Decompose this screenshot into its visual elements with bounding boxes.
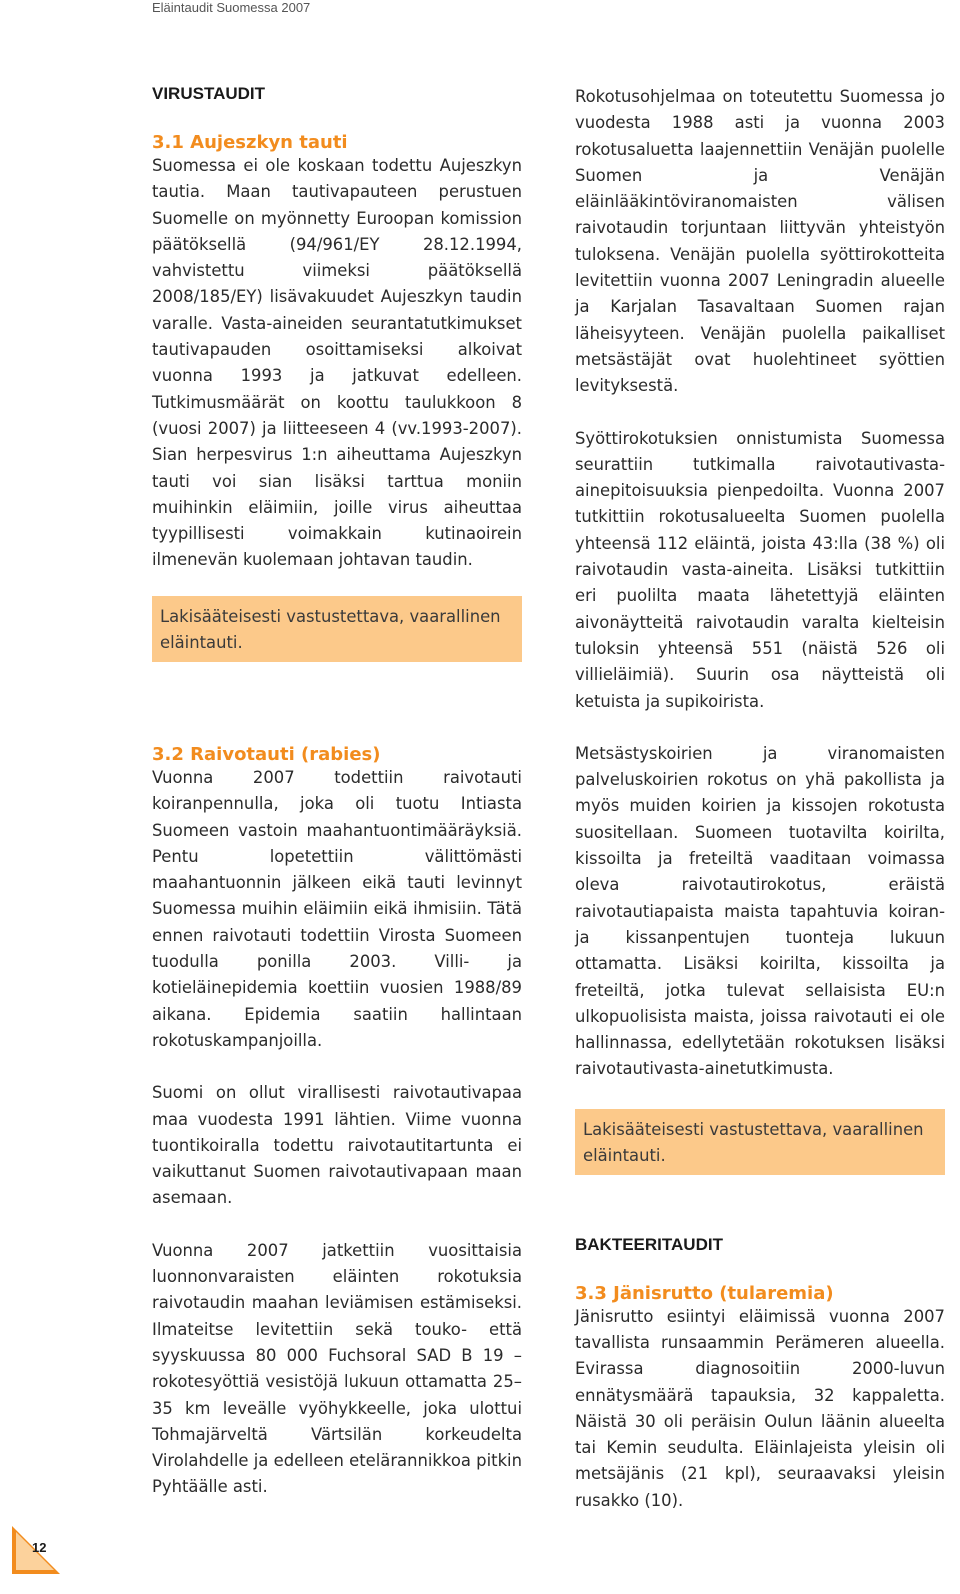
section-heading-virustaudit: VIRUSTAUDIT	[152, 84, 266, 103]
paragraph-aujeszky: Suomessa ei ole koskaan todettu Aujeszkyn tautia. Maan tautivapauteen perustuen Suomelle on myönnetty Euroopan komission päätöksellä (94/961/EY 28.12.1994, vahvistettu viimeksi päätöksellä 2008/185/EY) lisävakuudet Aujeszkyn taudin varalle. Vasta-aineiden seurantatutkimukset tautivapauden osoittamiseksi alkoivat vuonna 1993 ja jatkuvat edelleen. Tutkimusmäärät on koottu taulukkoon 8 (vuosi 2007) ja liitteeseen 4 (vv.1993-2007). Sian herpesvirus 1:n aiheuttama Aujeszkyn tauti voi sian lisäksi tarttua moniin muihinkin eläimiin, joille virus aiheuttaa tyypillisesti voimakkain kutinaoirein ilmenevän kuolemaan johtavan taudin.	[152, 156, 522, 570]
paragraph-tularemia: Jänisrutto esiintyi eläimissä vuonna 2007 tavallista runsaammin Perämeren alueella. Evirassa diagnosoitiin 2000-luvun ennätysmäärä tapauksia, 32 kappaletta. Näistä 30 oli peräisin Oulun läänin alueelta tai Kemin seudulta. Eläinlajeista yleisin oli metsäjänis (21 kpl), seuraavaksi yleisin rusakko (10).	[575, 1306, 945, 1510]
page-number-corner	[12, 1526, 60, 1574]
paragraph-rabies-2: Suomi on ollut virallisesti raivotautivapaa maa vuodesta 1991 lähtien. Viime vuonna tuontikoiralla todettu raivotautitartunta ei vaikuttanut Suomen raivotautivapaan maan asemaan.	[152, 1083, 522, 1208]
paragraph-bait-monitoring: Syöttirokotuksien onnistumista Suomessa seurattiin tutkimalla raivotautivasta-ainepitoisuuksia pienpedoilta. Vuonna 2007 tutkittiin rokotusalueelta Suomen puolella yhteensä 112 eläintä, joista 43:lla (38 %) oli raivotaudin vasta-aineita. Lisäksi tutkittiin eri puolilta maata lähetettyjä eläinten aivonäytteitä raivotaudin varalta kielteisin tuloksin yhteensä 551 (näistä 526 oli villieläimiä). Suurin osa näytteistä oli ketuista ja supikoirista.	[575, 428, 945, 711]
paragraph-vaccination-program: Rokotusohjelmaa on toteutettu Suomessa jo vuodesta 1988 asti ja vuonna 2003 rokotusaluetta laajennettiin Venäjän puolelle Suomen ja Venäjän eläinlääkintöviranomaisten välisen raivotaudin torjuntaan liittyvän yhteistyön tuloksena. Venäjän puolella syöttirokotteita levitettiin vuonna 2007 Leningradin alueelle ja Karjalan Tasavaltaan Suomen rajan läheisyyteen. Venäjän puolella paikalliset metsästäjät ovat huolehtineet syöttien levityksestä.	[575, 87, 945, 396]
paragraph-dog-vaccination: Metsästyskoirien ja viranomaisten palveluskoirien rokotus on yhä pakollista ja myös muiden koirien ja kissojen rokotusta suositellaan. Suomeen tuotavilta koirilta, kissoilta ja freteiltä vaaditaan voimassa oleva raivotautirokotus, eräistä raivotautiapaista maista tapahtuvia koiran- ja kissanpentujen tuonteja lukuun ottamatta. Lisäksi koirilta, kissoilta ja freteiltä, jotka tulevat sellaisista EU:n ulkopuolisista maista, joissa raivotauti ei ole hallinnassa, edellytetään rokotuksen lisäksi raivotautivasta-ainetutkimusta.	[575, 743, 945, 1079]
note-box-statutory: Lakisääteisesti vastustettava, vaarallinen eläintauti.	[152, 596, 522, 662]
heading-3-3: 3.3 Jänisrutto (tularemia)	[575, 1282, 834, 1304]
note-box-statutory-right: Lakisääteisesti vastustettava, vaarallinen eläintauti.	[575, 1109, 945, 1175]
paragraph-rabies-1: Vuonna 2007 todettiin raivotauti koiranpennulla, joka oli tuotu Intiasta Suomeen vastoin maahantuontimääräyksiä. Pentu lopetettiin välittömästi maahantuonnin jälkeen eikä tauti levinnyt Suomessa muihin eläimiin eikä ihmisiin. Tätä ennen raivotauti todettiin Virosta Suomeen tuodulla ponilla 2003. Villi- ja kotieläinepidemia koettiin vuosien 1988/89 aikana. Epidemia saatiin hallintaan rokotuskampanjoilla.	[152, 768, 522, 1050]
left-column	[152, 84, 522, 662]
section-heading-bakteeritaudit: BAKTEERITAUDIT	[575, 1234, 723, 1254]
running-header: Eläintaudit Suomessa 2007	[152, 0, 311, 15]
left-column-lower	[152, 744, 522, 1501]
page-number: 12	[32, 1540, 47, 1555]
right-column	[575, 84, 945, 1514]
heading-3-1: 3.1 Aujeszkyn tauti	[152, 132, 348, 153]
heading-3-2: 3.2 Raivotauti (rabies)	[152, 744, 381, 765]
paragraph-rabies-3: Vuonna 2007 jatkettiin vuosittaisia luonnonvaraisten eläinten rokotuksia raivotaudin maahan leviämisen estämiseksi. Ilmateitse levitettiin sekä touko- että syyskuussa 80 000 Fuchsoral SAD B 19 – rokotesyöttiä vesistöjä lukuun ottamatta 25–35 km leveälle vyöhykkeelle, joka ulottui Tohmajärveltä Värtsilän korkeudelta Virolahdelle ja edelleen etelärannikkoa pitkin Pyhtäälle asti.	[152, 1240, 522, 1497]
